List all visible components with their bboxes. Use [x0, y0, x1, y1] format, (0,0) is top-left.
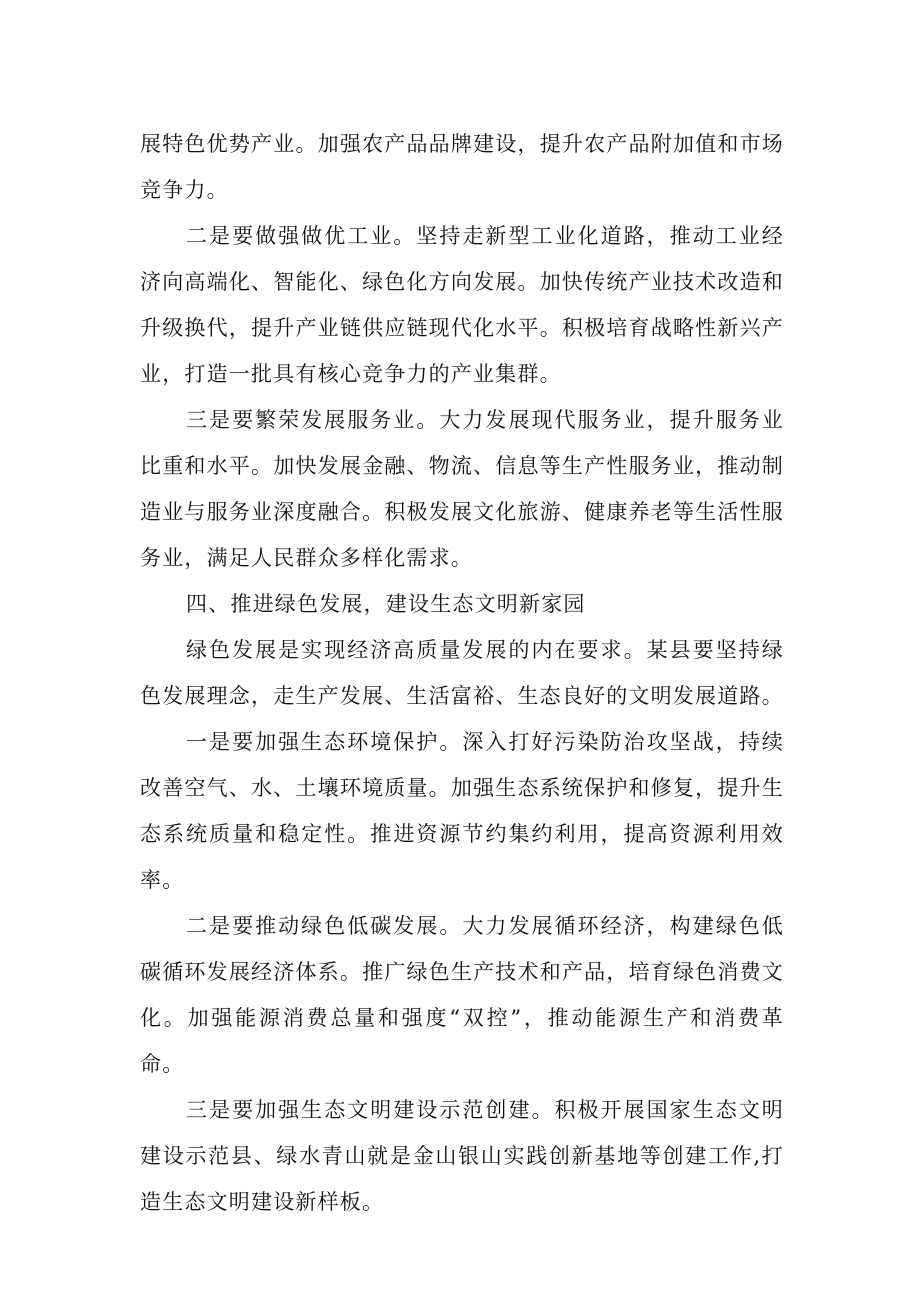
- paragraph-8: 三是要加强生态文明建设示范创建。积极开展国家生态文明建设示范县、绿水青山就是金山银山实践创新基地等创建工作,打造生态文明建设新样板。: [140, 1098, 784, 1214]
- paragraph-6: 一是要加强生态环境保护。深入打好污染防治攻坚战，持续改善空气、水、土壤环境质量。加强生态系统保护和修复，提升生态系统质量和稳定性。推进资源节约集约利用，提高资源利用效率。: [140, 730, 784, 892]
- paragraph-1: 展特色优势产业。加强农产品品牌建设，提升农产品附加值和市场竞争力。: [140, 132, 784, 202]
- document-body: [140, 121, 784, 1225]
- paragraph-2: 二是要做强做优工业。坚持走新型工业化道路，推动工业经济向高端化、智能化、绿色化方向发展。加快传统产业技术改造和升级换代，提升产业链供应链现代化水平。积极培育战略性新兴产业，打造一批具有核心竞争力的产业集群。: [140, 224, 784, 386]
- paragraph-7: 二是要推动绿色低碳发展。大力发展循环经济，构建绿色低碳循环发展经济体系。推广绿色生产技术和产品，培育绿色消费文化。加强能源消费总量和强度“双控”，推动能源生产和消费革命。: [140, 914, 784, 1076]
- paragraph-5: 绿色发展是实现经济高质量发展的内在要求。某县要坚持绿色发展理念，走生产发展、生活富裕、生态良好的文明发展道路。: [140, 638, 784, 708]
- section-heading: 四、推进绿色发展，建设生态文明新家园: [186, 592, 586, 616]
- paragraph-3: 三是要繁荣发展服务业。大力发展现代服务业，提升服务业比重和水平。加快发展金融、物流、信息等生产性服务业，推动制造业与服务业深度融合。积极发展文化旅游、健康养老等生活性服务业，满足人民群众多样化需求。: [140, 408, 784, 570]
